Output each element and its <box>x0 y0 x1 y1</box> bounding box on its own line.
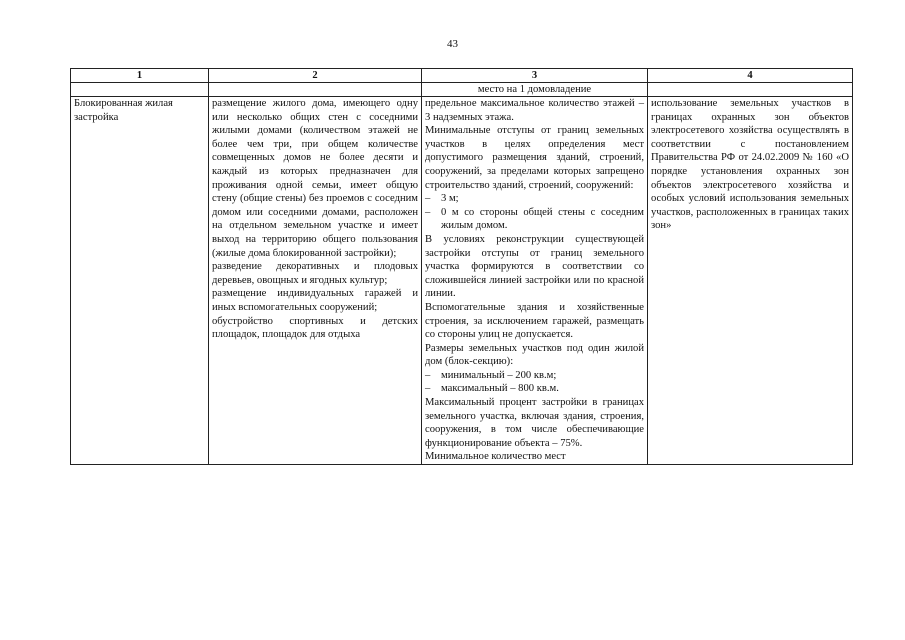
parameter-paragraph: В условиях реконструкции существующей застройки отступы от границ земельного участка формируются в соответствии со сложившейся линией застройки или по красной линии. <box>425 233 644 300</box>
list-item-text: 0 м со стороны общей стены с соседним жилым домом. <box>441 206 644 232</box>
use-paragraph: размещение жилого дома, имеющего одну или несколько общих стен с соседними жилыми домами (количеством этажей не более чем три, при общем количестве совмещенных домов не более десяти и каждый из которых предназначен для проживания одной семьи, имеет общую стену (общие стены) без проемов с соседним домом или соседними домами, расположен на отдельном земельном участке и имеет выход на территорию общего пользования (жилые дома блокированной застройки); <box>212 98 418 259</box>
continuation-cell-1 <box>71 83 209 97</box>
list-item <box>425 382 644 396</box>
page-number: 43 <box>447 38 458 50</box>
parameter-paragraph: Максимальный процент застройки в границах земельного участка, включая здания, строения, сооружения, в том числе обеспечивающие функционирование объекта – 75%. <box>425 397 644 449</box>
header-col-4: 4 <box>648 69 853 83</box>
continuation-cell-4 <box>648 83 853 97</box>
regulations-table <box>70 68 853 465</box>
parameter-paragraph: предельное максимальное количество этажей – 3 надземных этажа. <box>425 98 644 123</box>
dash-marker: – <box>425 206 431 218</box>
dash-marker: – <box>425 383 431 395</box>
use-paragraph: разведение декоративных и плодовых деревьев, овощных и ягодных культур; <box>212 261 418 286</box>
continuation-row <box>71 83 853 97</box>
header-col-3: 3 <box>422 69 648 83</box>
restrictions-cell: использование земельных участков в границах охранных зон объектов электросетевого хозяйства осуществлять в соответствии с постановлением Правительства РФ от 24.02.2009 № 160 «О порядке установления охранных зон объектов электросетевого хозяйства и особых условий использования земельных участков, расположенных в границах таких зон» <box>648 97 853 465</box>
use-paragraph: обустройство спортивных и детских площадок, площадок для отдыха <box>212 315 418 341</box>
parameter-paragraph: Минимальное количество мест <box>425 451 566 463</box>
list-item-text: 3 м; <box>441 193 459 205</box>
permitted-use-description-cell <box>209 97 422 465</box>
continuation-cell-3: место на 1 домовладение <box>422 83 648 97</box>
dash-marker: – <box>425 193 431 205</box>
list-item-text: максимальный – 800 кв.м. <box>441 383 559 395</box>
header-col-1: 1 <box>71 69 209 83</box>
land-use-type-cell: Блокированная жилая застройка <box>71 97 209 465</box>
list-item <box>425 192 644 206</box>
parameter-paragraph: Вспомогательные здания и хозяйственные строения, за исключением гаражей, размещать со стороны улиц не допускается. <box>425 301 644 341</box>
table-row <box>71 97 853 465</box>
dash-marker: – <box>425 369 431 381</box>
parameter-paragraph: Минимальные отступы от границ земельных участков в целях определения мест допустимого размещения зданий, строений, сооружений, за пределами которых запрещено строительство зданий, строений, сооружений: <box>425 125 644 191</box>
list-item <box>425 206 644 233</box>
list-item-text: минимальный – 200 кв.м; <box>441 369 557 381</box>
continuation-cell-2 <box>209 83 422 97</box>
use-paragraph: размещение индивидуальных гаражей и иных вспомогательных сооружений; <box>212 288 418 313</box>
table-header-row <box>71 69 853 83</box>
parameters-cell <box>422 97 648 465</box>
list-item <box>425 369 644 383</box>
parameter-paragraph: Размеры земельных участков под один жилой дом (блок-секцию): <box>425 342 644 368</box>
header-col-2: 2 <box>209 69 422 83</box>
